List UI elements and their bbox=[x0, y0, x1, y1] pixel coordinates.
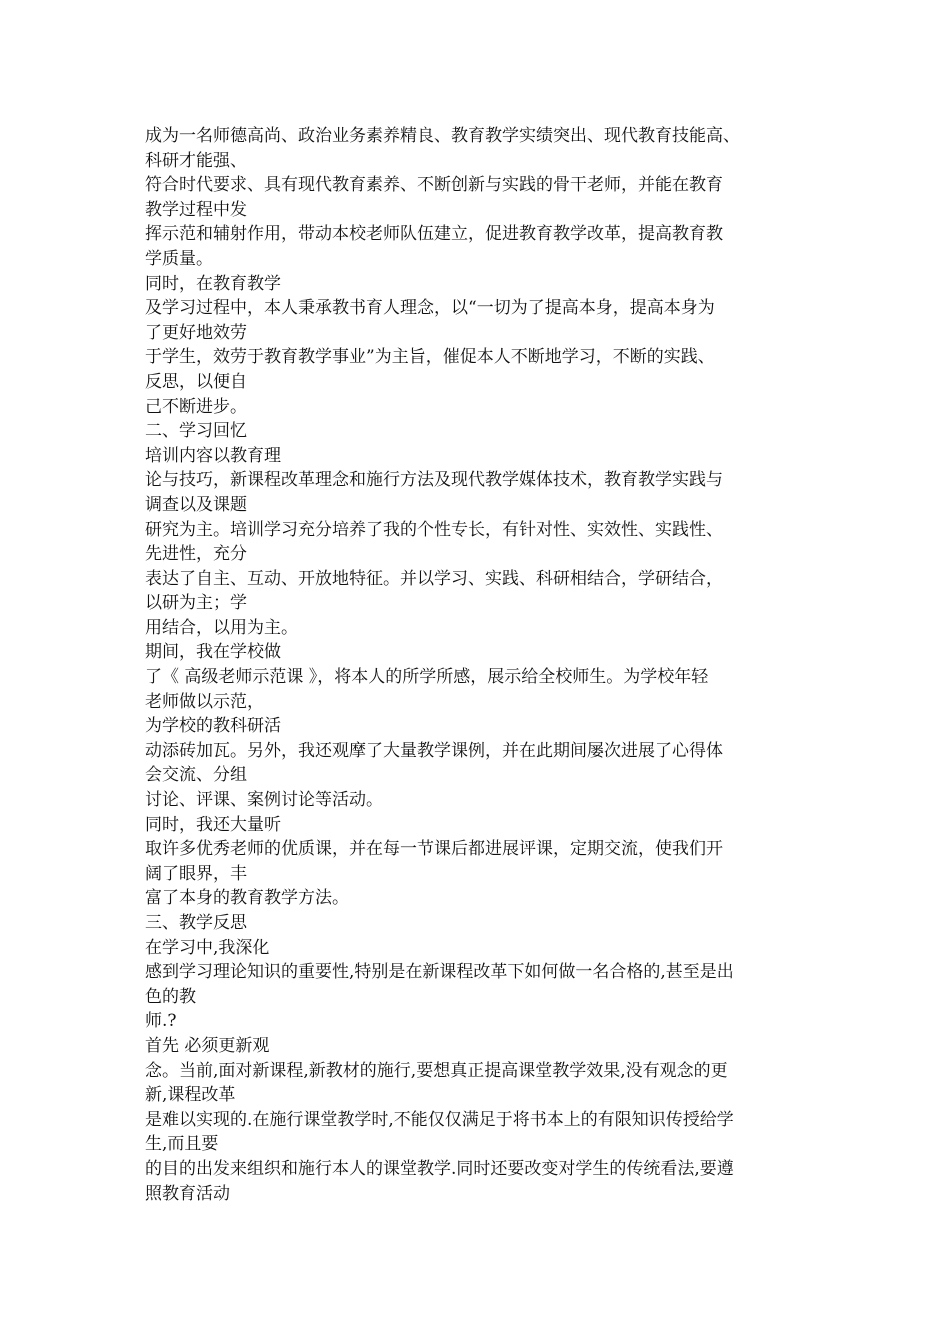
text-line: 成为一名师德高尚、政治业务素养精良、教育教学实绩突出、现代教育技能高、 bbox=[145, 126, 740, 146]
text-line: 富了本身的教育教学方法。 bbox=[145, 888, 349, 909]
text-line: 教学过程中发 bbox=[145, 199, 247, 220]
text-line: 念。当前,面对新课程,新教材的施行,要想真正提高课堂教学效果,没有观念的更 bbox=[145, 1060, 728, 1081]
text-line: 科研才能强、 bbox=[145, 150, 247, 171]
text-line: 色的教 bbox=[145, 986, 196, 1007]
text-line: 首先 必须更新观 bbox=[145, 1035, 270, 1056]
text-line: 是难以实现的.在施行课堂教学时,不能仅仅满足于将书本上的有限知识传授给学 bbox=[145, 1109, 734, 1130]
text-line: 感到学习理论知识的重要性,特别是在新课程改革下如何做一名合格的,甚至是出 bbox=[145, 962, 734, 983]
text-line: 新,课程改革 bbox=[145, 1085, 236, 1106]
text-line: 及学习过程中，本人秉承教书育人理念，以“一切为了提高本身，提高本身为 bbox=[145, 298, 715, 319]
text-line: 了更好地效劳 bbox=[145, 322, 247, 343]
text-line: 学质量。 bbox=[145, 248, 213, 269]
text-line: 生,而且要 bbox=[145, 1134, 219, 1155]
text-line: 研究为主。培训学习充分培养了我的个性专长，有针对性、实效性、实践性、 bbox=[145, 519, 723, 540]
text-line: 讨论、评课、案例讨论等活动。 bbox=[145, 790, 383, 811]
text-line: 用结合，以用为主。 bbox=[145, 617, 298, 638]
text-line: 反思，以便自 bbox=[145, 371, 247, 392]
text-line: 师.? bbox=[145, 1011, 177, 1032]
text-line: 于学生，效劳于教育教学事业”为主旨，催促本人不断地学习，不断的实践、 bbox=[145, 347, 715, 368]
document-body bbox=[145, 124, 810, 1206]
text-line: 了《 高级老师示范课 》，将本人的所学所感，展示给全校师生。为学校年轻 bbox=[145, 667, 709, 688]
text-line: 动添砖加瓦。另外，我还观摩了大量教学课例，并在此期间屡次进展了心得体 bbox=[145, 740, 723, 761]
text-line: 阔了眼界，丰 bbox=[145, 863, 247, 884]
text-line: 二、学习回忆 bbox=[145, 421, 247, 442]
text-line: 取许多优秀老师的优质课，并在每一节课后都进展评课，定期交流，使我们开 bbox=[145, 839, 723, 860]
text-line: 论与技巧，新课程改革理念和施行方法及现代教学媒体技术，教育教学实践与 bbox=[145, 470, 723, 491]
text-line: 己不断进步。 bbox=[145, 396, 247, 417]
text-line: 符合时代要求、具有现代教育素养、不断创新与实践的骨干老师，并能在教育 bbox=[145, 175, 723, 196]
text-line: 同时，在教育教学 bbox=[145, 273, 281, 294]
text-line: 以研为主；学 bbox=[145, 593, 247, 614]
text-line: 表达了自主、互动、开放地特征。并以学习、实践、科研相结合，学研结合， bbox=[145, 568, 723, 589]
text-line: 会交流、分组 bbox=[145, 765, 247, 786]
text-line: 培训内容以教育理 bbox=[145, 445, 281, 466]
text-line: 调查以及课题 bbox=[145, 494, 247, 515]
text-line: 先进性，充分 bbox=[145, 544, 247, 565]
text-line: 照教育活动 bbox=[145, 1183, 230, 1204]
text-line: 挥示范和辅射作用，带动本校老师队伍建立，促进教育教学改革，提高教育教 bbox=[145, 224, 723, 245]
text-line: 期间，我在学校做 bbox=[145, 642, 281, 663]
text-line: 在学习中,我深化 bbox=[145, 937, 270, 958]
text-line: 同时，我还大量听 bbox=[145, 814, 281, 835]
text-line: 三、教学反思 bbox=[145, 913, 247, 933]
text-line: 老师做以示范， bbox=[145, 691, 264, 712]
text-line: 为学校的教科研活 bbox=[145, 716, 281, 737]
text-line: 的目的出发来组织和施行本人的课堂教学.同时还要改变对学生的传统看法,要遵 bbox=[145, 1158, 734, 1179]
